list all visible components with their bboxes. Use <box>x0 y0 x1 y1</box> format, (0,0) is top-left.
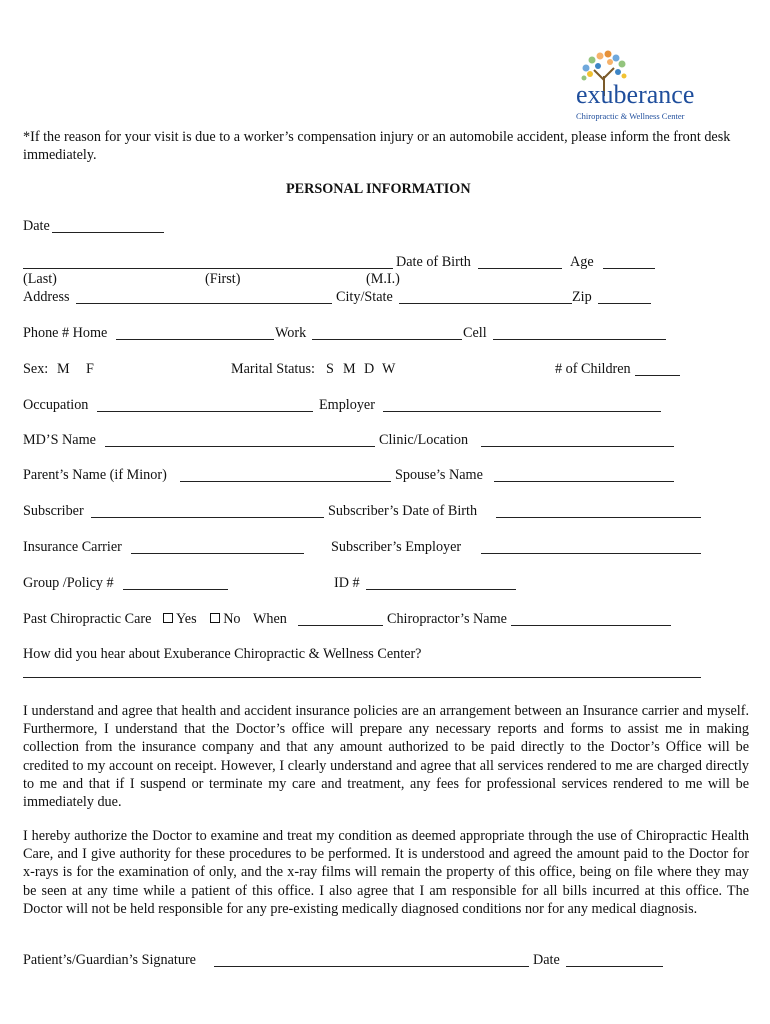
signature-date-field[interactable] <box>566 952 663 967</box>
marital-option-m[interactable]: M <box>343 361 356 377</box>
age-label: Age <box>570 254 594 270</box>
past-chiro-row <box>23 610 241 628</box>
id-field[interactable] <box>366 575 516 590</box>
marital-option-d[interactable]: D <box>364 361 375 377</box>
cell-phone-field[interactable] <box>493 325 666 340</box>
clinic-label: Clinic/Location <box>379 432 469 448</box>
parent-name-label: Parent’s Name (if Minor) <box>23 467 167 483</box>
phone-home-field[interactable] <box>116 325 274 340</box>
subscriber-label: Subscriber <box>23 503 84 519</box>
zip-label: Zip <box>572 289 592 305</box>
sex-option-m[interactable]: M <box>57 361 70 377</box>
past-chiro-label: Past Chiropractic Care <box>23 611 152 627</box>
cell-phone-label: Cell <box>463 325 487 341</box>
dob-field[interactable] <box>478 254 562 269</box>
occupation-label: Occupation <box>23 397 89 413</box>
dob-label: Date of Birth <box>396 254 471 270</box>
name-field[interactable] <box>23 254 393 269</box>
sex-label: Sex: <box>23 361 49 377</box>
authorization-paragraph: I hereby authorize the Doctor to examine and treat my condition as deemed appropriate through the use of Chiropractic Health Care, and I give authority for these procedures to be performed. It is understood and agreed the amount paid to the Doctor for x-rays is for the examination of only, and the x-ray films will remain the property of this office, being on file where they may be seen at any time while a patient of this office. I also agree that I am responsible for all bills incurred at this office. The Doctor will not be held responsible for any pre-existing medically diagnosed conditions nor for any medical diagnosis. <box>23 828 749 917</box>
group-policy-field[interactable] <box>123 575 228 590</box>
clinic-field[interactable] <box>481 432 674 447</box>
signature-date-label: Date <box>533 952 560 968</box>
signature-label: Patient’s/Guardian’s Signature <box>23 952 196 968</box>
employer-label: Employer <box>319 397 375 413</box>
logo-wordmark: exuberance <box>576 80 695 109</box>
middle-initial-caption: (M.I.) <box>366 271 400 287</box>
when-label: When <box>253 611 287 627</box>
md-name-field[interactable] <box>105 432 375 447</box>
insurance-carrier-field[interactable] <box>131 539 304 554</box>
zip-field[interactable] <box>598 289 651 304</box>
subscriber-employer-label: Subscriber’s Employer <box>331 539 462 555</box>
subscriber-field[interactable] <box>91 503 324 518</box>
hear-about-label: How did you hear about Exuberance Chiropractic & Wellness Center? <box>23 646 422 662</box>
city-state-field[interactable] <box>399 289 572 304</box>
marital-option-w[interactable]: W <box>382 361 396 377</box>
sex-option-f[interactable]: F <box>86 361 94 377</box>
yes-label: Yes <box>175 611 197 627</box>
when-field[interactable] <box>298 611 383 626</box>
work-phone-label: Work <box>275 325 307 341</box>
no-label: No <box>223 611 241 627</box>
last-name-caption: (Last) <box>23 271 57 287</box>
date-label: Date <box>23 218 50 234</box>
children-field[interactable] <box>635 361 680 376</box>
md-name-label: MD’S Name <box>23 432 96 448</box>
chiropractor-name-label: Chiropractor’s Name <box>387 611 507 627</box>
id-label: ID # <box>334 575 360 591</box>
spouse-name-field[interactable] <box>494 467 674 482</box>
marital-option-s[interactable]: S <box>326 361 334 377</box>
yes-checkbox[interactable] <box>163 613 173 623</box>
phone-home-label: Phone # Home <box>23 325 108 341</box>
group-policy-label: Group /Policy # <box>23 575 114 591</box>
address-field[interactable] <box>76 289 332 304</box>
age-field[interactable] <box>603 254 655 269</box>
subscriber-employer-field[interactable] <box>481 539 701 554</box>
chiropractor-name-field[interactable] <box>511 611 671 626</box>
employer-field[interactable] <box>383 397 661 412</box>
city-state-label: City/State <box>336 289 393 305</box>
subscriber-dob-field[interactable] <box>496 503 701 518</box>
children-label: # of Children <box>555 361 631 377</box>
subscriber-dob-label: Subscriber’s Date of Birth <box>328 503 478 519</box>
worker-comp-notice: *If the reason for your visit is due to a worker’s compensation injury or an automobile accident, please inform the front desk immediately. <box>23 129 731 163</box>
no-checkbox[interactable] <box>210 613 220 623</box>
marital-status-label: Marital Status: <box>231 361 315 377</box>
logo-tagline: Chiropractic & Wellness Center <box>576 111 685 121</box>
address-label: Address <box>23 289 70 305</box>
parent-name-field[interactable] <box>180 467 391 482</box>
hear-about-field[interactable] <box>23 663 701 678</box>
insurance-carrier-label: Insurance Carrier <box>23 539 122 555</box>
occupation-field[interactable] <box>97 397 313 412</box>
work-phone-field[interactable] <box>312 325 462 340</box>
date-field[interactable] <box>52 218 164 233</box>
spouse-name-label: Spouse’s Name <box>395 467 483 483</box>
first-name-caption: (First) <box>205 271 241 287</box>
section-title: PERSONAL INFORMATION <box>286 181 471 197</box>
insurance-agreement-paragraph: I understand and agree that health and accident insurance policies are an arrangement between an Insurance carrier and myself. Furthermore, I understand that the Doctor’s office will prepare any necessary reports and forms to assist me in making collection from the insurance company and that any amount authorized to be paid directly to the Doctor’s Office will be credited to my account on receipt. However, I clearly understand and agree that all services rendered to me are charged directly to me and that if I suspend or terminate my care and treatment, any fees for professional services rendered to me will be immediately due. <box>23 703 749 811</box>
signature-field[interactable] <box>214 952 529 967</box>
